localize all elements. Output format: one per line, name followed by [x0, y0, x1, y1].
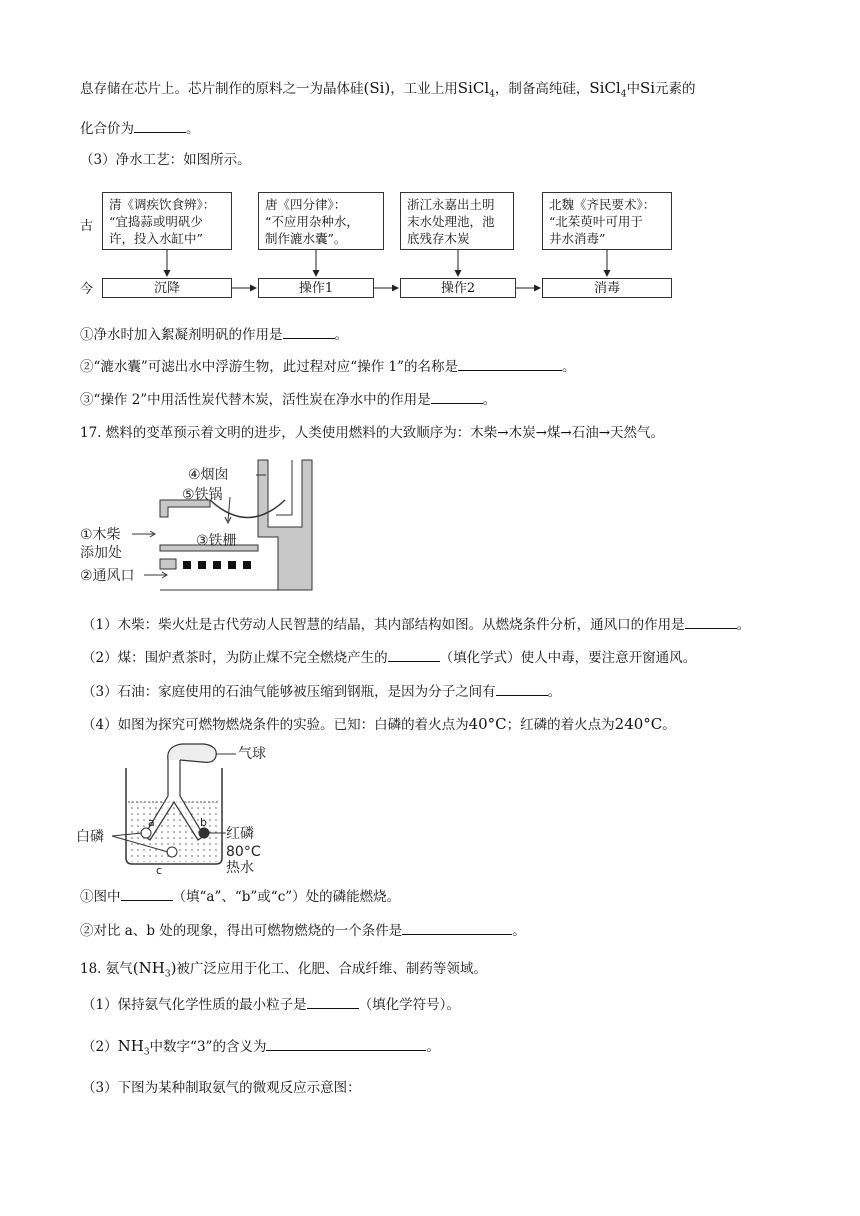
answer-blank[interactable] [685, 614, 737, 629]
label-temperature: 80°C [226, 844, 261, 860]
question-18: 18. 氨气$(NH_3)$被广泛应用于化工、化肥、合成纤维、制药等领域。 [80, 959, 487, 980]
text-line-chip: 息存储在芯片上。芯片制作的原料之一为晶体硅(Si)，工业上用SiCl$_4$，制备高纯硅，SiCl$_4$中Si元素的 [80, 79, 696, 100]
sub-question-4-2: ②对比 a、b 处的现象，得出可燃物燃烧的一个条件是 。 [80, 920, 526, 941]
sub-question-17-1: （1）木柴：柴火灶是古代劳动人民智慧的结晶，其内部结构如图。从燃烧条件分析，通风口的作用是 。 [82, 614, 750, 635]
question-17: 17. 燃料的变革预示着文明的进步，人类使用燃料的大致顺序为：木柴→木炭→煤→石油→天然气。 [80, 425, 665, 441]
label-wood-2: 添加处 [80, 545, 122, 561]
label-red-phosphorus: 红磷 [226, 826, 254, 842]
label-vent: ②通风口 [80, 568, 135, 584]
step-operation-2: 操作2 [400, 278, 516, 298]
label-chimney: ④烟囱 [188, 467, 229, 483]
text-line-valence: 化合价为 。 [80, 118, 200, 139]
sub-question-4-1: ①图中 （填“a”、“b”或“c”）处的磷能燃烧。 [80, 886, 400, 907]
answer-blank[interactable] [402, 920, 512, 935]
label-wood-1: ①木柴 [80, 527, 121, 543]
sub-question-18-3: （3）下图为某种制取氨气的微观反应示意图： [82, 1080, 361, 1096]
answer-blank[interactable] [388, 647, 440, 662]
answer-blank[interactable] [458, 356, 562, 371]
sub-question-18-2: $(2)NH_3$中数字“3”的含义为 。 [82, 1037, 440, 1058]
label-modern: 今 [80, 282, 94, 297]
sub-question-2: ②“漉水囊”可滤出水中浮游生物，此过程对应“操作 1”的名称是 。 [80, 356, 576, 377]
step-operation-1: 操作1 [258, 278, 374, 298]
answer-blank[interactable] [121, 886, 173, 901]
sub-question-17-4: （4）如图为探究可燃物燃烧条件的实验。已知：白磷的着火点为40°C；红磷的着火点为240°C。 [82, 715, 676, 733]
label-b: b [200, 816, 207, 829]
label-white-phosphorus: 白磷 [76, 829, 104, 845]
ancient-box-2: 唐《四分律》： “不应用杂种水， 制作漉水囊”。 [258, 192, 384, 250]
combustion-experiment-diagram [76, 740, 296, 880]
sub-question-18-1: （1）保持氨气化学性质的最小粒子是 （填化学符号）。 [82, 994, 460, 1015]
sub-question-3: ③“操作 2”中用活性炭代替木炭，活性炭在净水中的作用是 。 [80, 389, 496, 410]
step-disinfection: 消毒 [542, 278, 672, 298]
label-hot-water: 热水 [226, 860, 254, 876]
answer-blank[interactable] [266, 1036, 426, 1051]
sub-question-17-3: （3）石油：家庭使用的石油气能够被压缩到钢瓶，是因为分子之间有 。 [82, 681, 561, 702]
label-iron-pot: ⑤铁锅 [182, 487, 223, 503]
ancient-box-1: 清《调疾饮食辨》： “宜捣蒜或明矾少 许，投入水缸中” [102, 192, 232, 250]
sub-question-1: ①净水时加入絮凝剂明矾的作用是 。 [80, 324, 348, 345]
label-grate: ③铁栅 [196, 533, 237, 549]
stove-diagram [80, 455, 330, 600]
answer-blank[interactable] [307, 994, 359, 1009]
label-balloon: 气球 [238, 746, 266, 762]
label-ancient: 古 [80, 219, 94, 234]
ancient-box-3: 浙江永嘉出土明 末水处理池，池 底残存木炭 [400, 192, 514, 250]
label-a: a [148, 816, 155, 829]
answer-blank[interactable] [496, 681, 548, 696]
ancient-box-4: 北魏《齐民要术》： “北茱萸叶可用于 井水消毒” [542, 192, 672, 250]
answer-blank[interactable] [283, 324, 335, 339]
step-sedimentation: 沉降 [102, 278, 232, 298]
question-water-purification: （3）净水工艺：如图所示。 [80, 152, 251, 168]
sub-question-17-2: （2）煤：围炉煮茶时，为防止煤不完全燃烧产生的 （填化学式）使人中毒，要注意开窗通风。 [82, 647, 696, 668]
answer-blank[interactable] [431, 389, 483, 404]
flow-arrows [0, 0, 860, 310]
label-c: c [156, 864, 163, 877]
